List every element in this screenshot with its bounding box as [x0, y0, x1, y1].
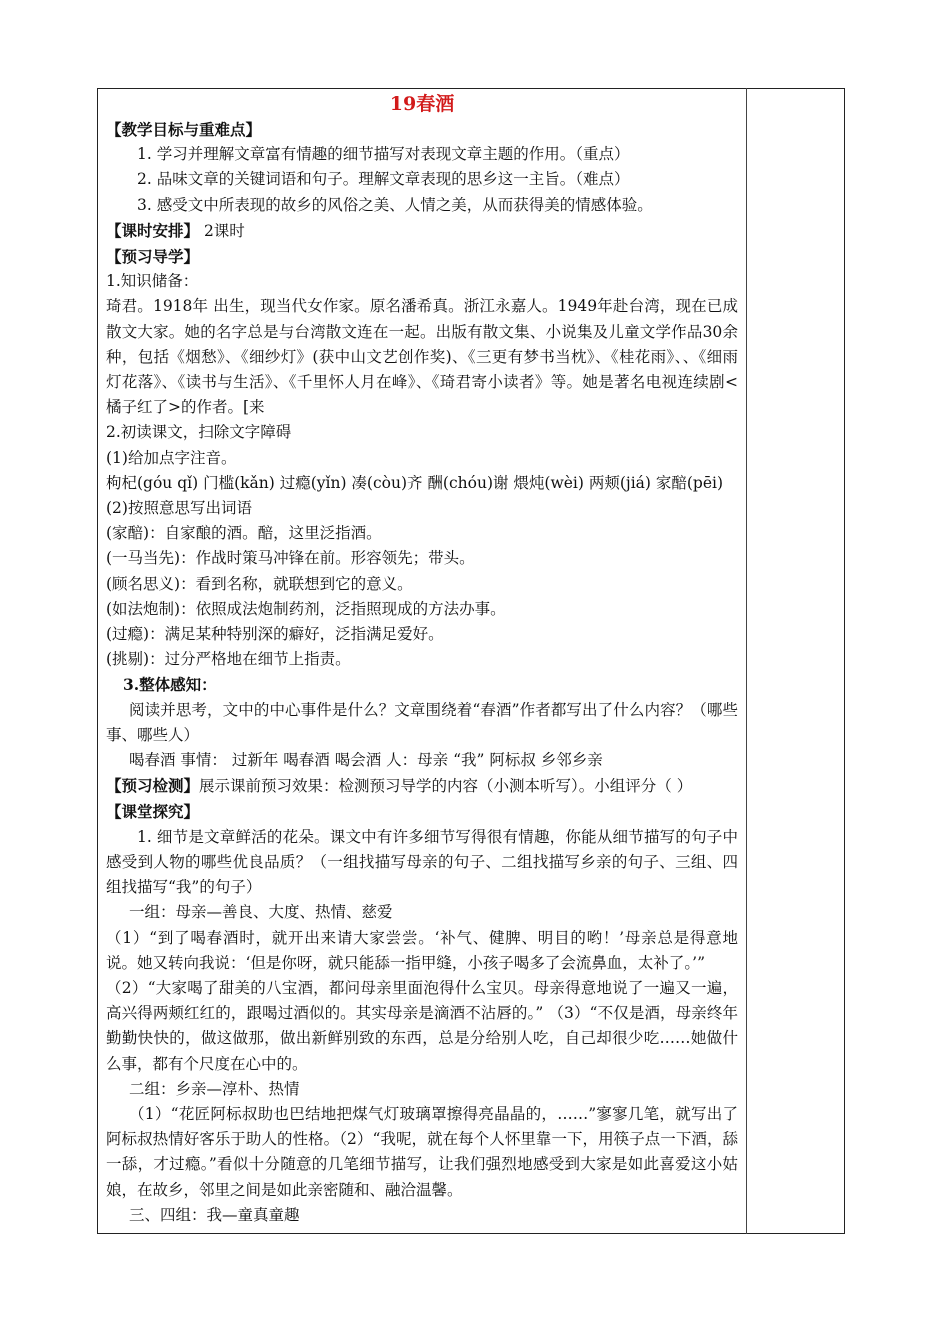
lesson-plan-body: [106, 91, 738, 1228]
quote-paragraph: （1）“花匠阿标叔助也巴结地把煤气灯玻璃罩擦得亮晶晶的，……”寥寥几笔，就写出了阿标叔热情好客乐于助人的性格。（2）“我呢，就在每个人怀里靠一下，用筷子点一下酒，舔一舔，才过瘾。”看似十分随意的几笔细节描写，让我们强烈地感受到大家是如此喜爱这小姑娘，在故乡，邻里之间是如此亲密随和、融洽温馨。: [106, 1104, 738, 1199]
pinyin-list: 枸杞(góu qǐ) 门槛(kǎn) 过瘾(yǐn) 凑(còu)齐 酬(chóu)谢 煨炖(wèi) 两颊(jiá) 家醅(pēi): [106, 473, 724, 492]
author-intro-paragraph: 琦君。1918年 出生，现当代女作家。原名潘希真。浙江永嘉人。1949年赴台湾，现在已成散文大家。她的名字总是与台湾散文连在一起。出版有散文集、小说集及儿童文学作品30余种，包括《烟愁》、《细纱灯》(获中山文艺创作奖)、《三更有梦书当枕》、《桂花雨》、、《细雨灯花落》、《读书与生活》、《千里怀人月在峰》、《琦君寄小读者》等。她是著名电视连续剧<橘子红了>的作者。[来: [106, 297, 738, 417]
explore-question: 1. 细节是文章鲜活的花朵。课文中有许多细节写得很有情趣，你能从细节描写的句子中感受到人物的哪些优良品质？（一组找描写母亲的句子、二组找描写乡亲的句子、三组、四组找描写“我”的句子）: [106, 827, 738, 897]
quote-paragraph: （1）“到了喝春酒时，就开出来请大家尝尝。‘补气、健脾、明目的哟！’母亲总是得意地说。她又转向我说：‘但是你呀，就只能舔一指甲缝，小孩子喝多了会流鼻血，太补了。’”: [106, 928, 738, 972]
summary-line: 喝春酒 事情： 过新年 喝春酒 喝会酒 人：母亲 “我” 阿标叔 乡邻乡亲: [129, 751, 603, 770]
subheading-overall: 3.整体感知：: [123, 675, 217, 695]
vocab-item: (如法炮制)：依照成法炮制药剂，泛指照现成的方法办事。: [106, 599, 506, 618]
subheading: 1.知识储备：: [106, 272, 199, 291]
vocab-item: (挑剔)：过分严格地在细节上指责。: [106, 650, 351, 669]
subheading: (2)按照意思写出词语: [106, 499, 252, 518]
subheading: (1)给加点字注音。: [106, 448, 237, 467]
check-value: 展示课前预习效果：检测预习导学的内容（小测本听写）。小组评分（ ）: [199, 777, 693, 796]
subheading: 2.初读课文，扫除文字障碍: [106, 423, 292, 442]
group-heading: 二组：乡亲—淳朴、热情: [129, 1079, 300, 1098]
vocab-item: (过瘾)：满足某种特别深的癖好，泛指满足爱好。: [106, 625, 444, 644]
vocab-item: (顾名思义)：看到名称，就联想到它的意义。: [106, 574, 413, 593]
goal-item: 3. 感受文中所表现的故乡的风俗之美、人情之美，从而获得美的情感体验。: [137, 195, 653, 214]
section-heading-goals: 【教学目标与重难点】: [106, 120, 262, 139]
page-border-right-rule: [746, 88, 747, 1234]
vocab-item: (一马当先)：作战时策马冲锋在前。形容领先；带头。: [106, 549, 475, 568]
vocab-item: (家醅)：自家酿的酒。醅，这里泛指酒。: [106, 524, 382, 543]
group-heading: 一组：母亲—善良、大度、热情、慈爱: [129, 903, 393, 922]
schedule-value: 2课时: [199, 221, 245, 240]
group-heading: 三、四组：我—童真童趣: [129, 1205, 300, 1224]
section-heading-preview: 【预习导学】: [106, 247, 200, 267]
goal-item: 2. 品味文章的关键词语和句子。理解文章表现的思乡这一主旨。（难点）: [137, 170, 630, 189]
section-heading-check: 【预习检测】: [106, 776, 200, 796]
section-heading-schedule: 【课时安排】: [106, 220, 200, 240]
goal-item: 1. 学习并理解文章富有情趣的细节描写对表现文章主题的作用。（重点）: [137, 145, 630, 164]
page-title: 19春酒: [389, 93, 455, 115]
section-heading-explore: 【课堂探究】: [106, 802, 200, 822]
quote-paragraph: （2）“大家喝了甜美的八宝酒，都问母亲里面泡得什么宝贝。母亲得意地说了一遍又一遍，高兴得两颊红红的，跟喝过酒似的。其实母亲是滴酒不沾唇的。” （3）“不仅是酒，母亲终年勤勤快快的，做这做那，做出新鲜别致的东西，总是分给别人吃，自己却很少吃……她做什么事，都有个尺度在心中的。: [106, 978, 738, 1073]
check-line: [106, 773, 738, 799]
question-paragraph: 阅读并思考，文中的中心事件是什么？文章围绕着“春酒”作者都写出了什么内容？（哪些事、哪些人）: [106, 700, 738, 744]
schedule-line: [106, 218, 738, 244]
